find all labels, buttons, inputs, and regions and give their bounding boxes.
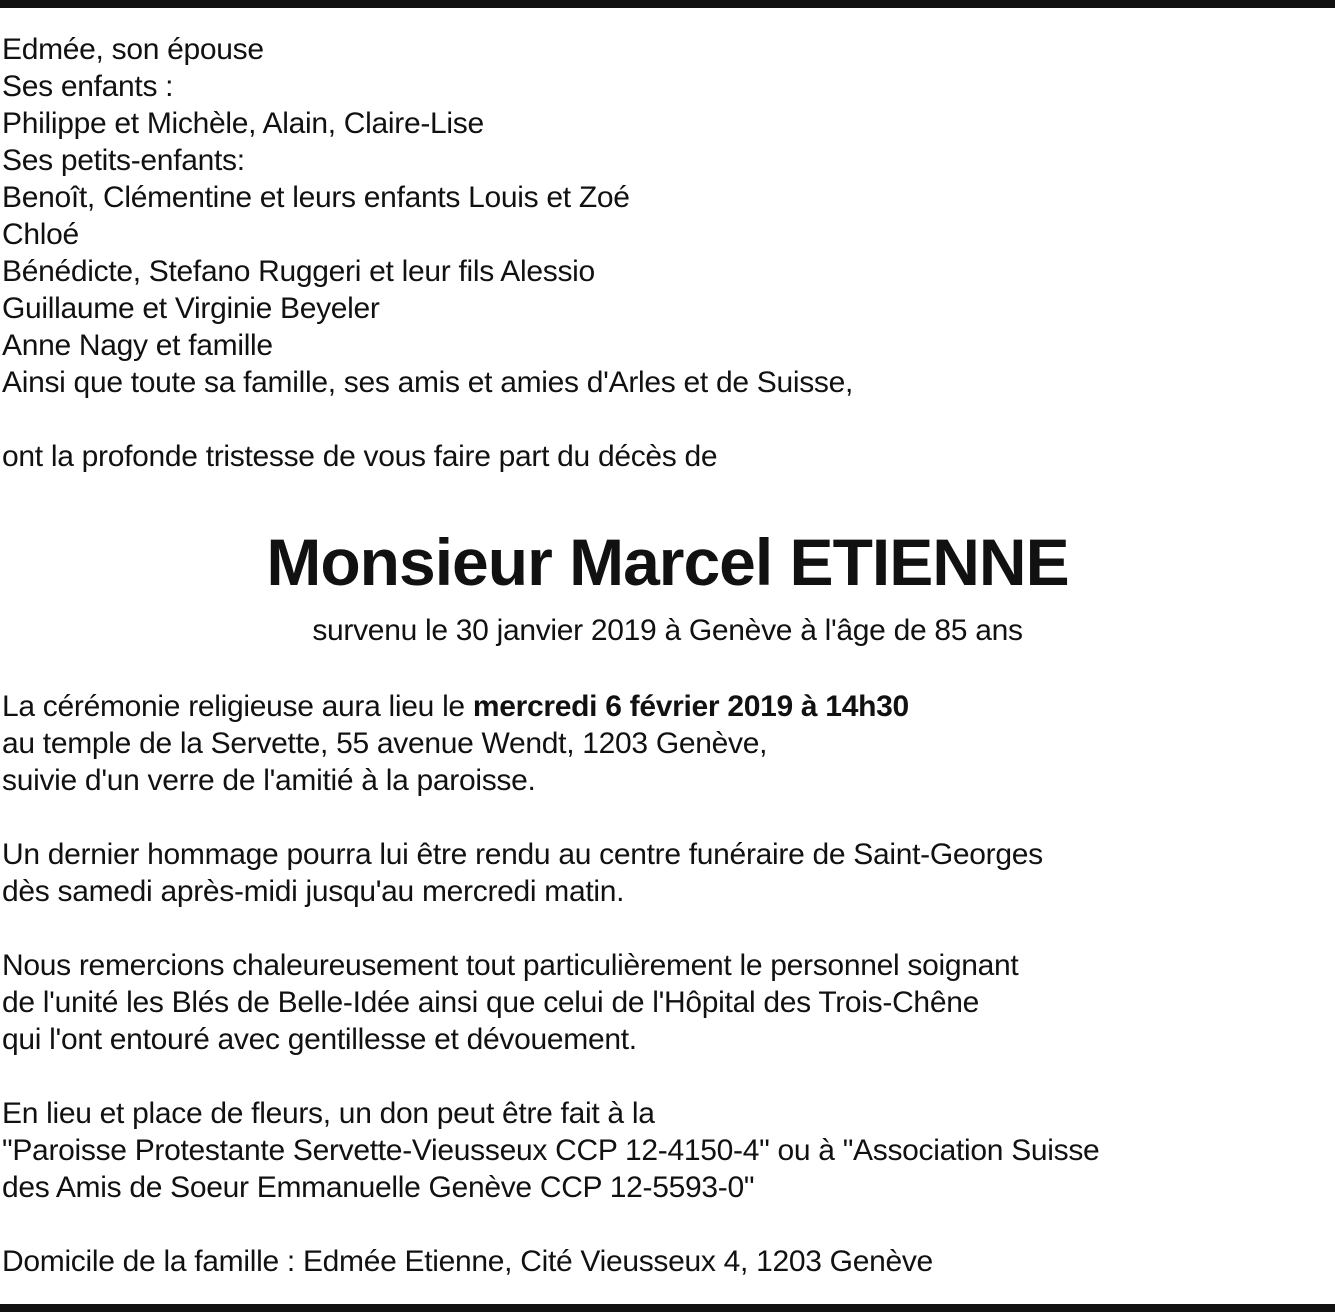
top-rule: [0, 0, 1335, 8]
family-line: Ainsi que toute sa famille, ses amis et amies d'Arles et de Suisse,: [2, 366, 854, 399]
announcement-line: ont la profonde tristesse de vous faire part du décès de: [2, 440, 718, 473]
family-line: Ses petits-enfants:: [2, 144, 245, 177]
family-section: [2, 31, 1327, 475]
deceased-block: [0, 519, 1335, 651]
tribute-line: Un dernier hommage pourra lui être rendu au centre funéraire de Saint-Georges: [2, 838, 1043, 871]
family-line: Bénédicte, Stefano Ruggeri et leur fils Alessio: [2, 255, 595, 288]
donations-line: des Amis de Soeur Emmanuelle Genève CCP 12-5593-0": [2, 1171, 755, 1204]
donations-line: "Paroisse Protestante Servette-Vieusseux CCP 12-4150-4" ou à "Association Suisse: [2, 1134, 1100, 1167]
spacer: [2, 910, 1327, 947]
family-line: Philippe et Michèle, Alain, Claire-Lise: [2, 107, 484, 140]
family-line: Chloé: [2, 218, 79, 251]
spacer: [2, 1058, 1327, 1095]
spacer: [2, 1206, 1327, 1243]
bottom-rule: [0, 1304, 1335, 1312]
ceremony-datetime: mercredi 6 février 2019 à 14h30: [472, 690, 909, 723]
spacer: [2, 799, 1327, 836]
domicile-line: Domicile de la famille : Edmée Etienne, Cité Vieusseux 4, 1203 Genève: [2, 1245, 933, 1278]
ceremony-location: au temple de la Servette, 55 avenue Wendt, 1203 Genève,: [2, 727, 768, 760]
donations-line: En lieu et place de fleurs, un don peut être fait à la: [2, 1097, 655, 1130]
ceremony-line: [2, 688, 1327, 725]
ceremony-reception: suivie d'un verre de l'amitié à la paroisse.: [2, 764, 536, 797]
tribute-line: dès samedi après-midi jusqu'au mercredi matin.: [2, 875, 625, 908]
ceremony-intro: La cérémonie religieuse aura lieu le: [2, 690, 473, 723]
family-line: Edmée, son épouse: [2, 33, 264, 66]
thanks-line: qui l'ont entouré avec gentillesse et dévouement.: [2, 1023, 637, 1056]
family-line: Guillaume et Virginie Beyeler: [2, 292, 380, 325]
family-line: Benoît, Clémentine et leurs enfants Louis et Zoé: [2, 181, 630, 214]
details-section: [2, 688, 1327, 1280]
thanks-line: Nous remercions chaleureusement tout particulièrement le personnel soignant: [2, 949, 1019, 982]
death-info: survenu le 30 janvier 2019 à Genève à l'âge de 85 ans: [312, 614, 1023, 647]
thanks-line: de l'unité les Blés de Belle-Idée ainsi que celui de l'Hôpital des Trois-Chêne: [2, 986, 979, 1019]
spacer: [2, 401, 1327, 438]
deceased-name: Monsieur Marcel ETIENNE: [266, 525, 1069, 599]
family-line: Ses enfants :: [2, 70, 174, 103]
family-line: Anne Nagy et famille: [2, 329, 273, 362]
